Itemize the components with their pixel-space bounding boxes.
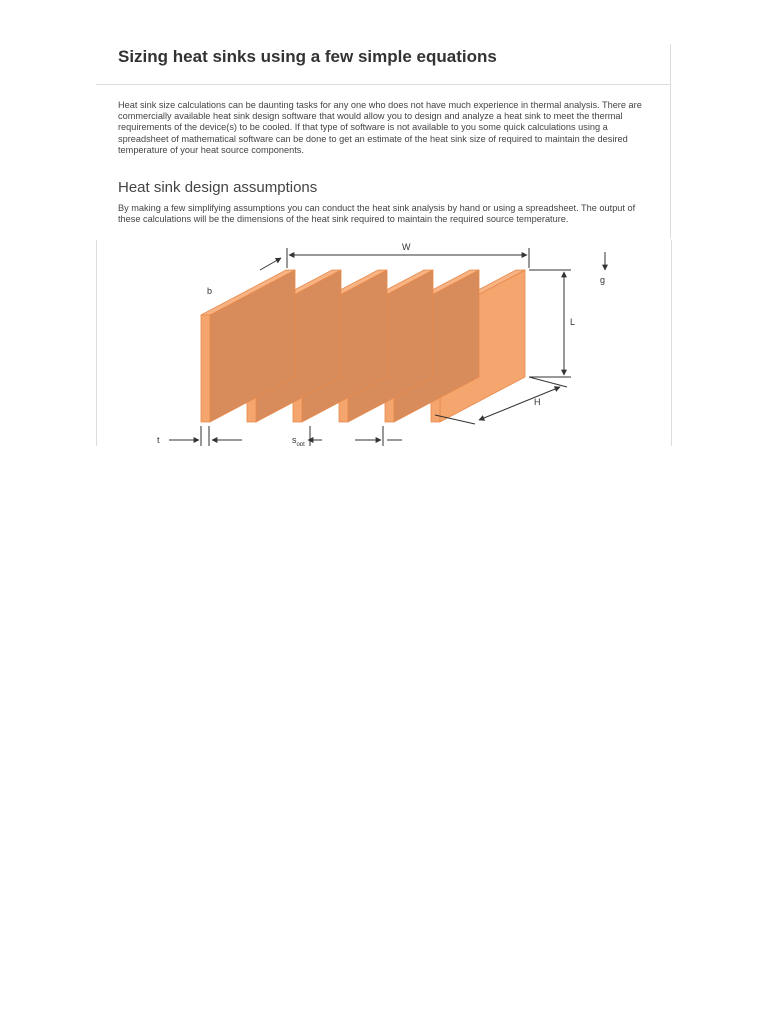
intro-paragraph: Heat sink size calculations can be daunting tasks for any one who does not have much experience in thermal analysis. There are commercially available heat sink design software that would allow you to design and analyze a heat sink to meet the thermal requirements of the device(s) to be cooled. If that type of software is not available to you some quick calculations using a spreadsheet of mathematical software can be done to get an estimate of the heat sink size of required to maintain the desired temperature of your heat source components. [118, 100, 642, 155]
label-h: H [534, 397, 541, 407]
fin-front-edge [201, 315, 210, 422]
length-dimension [529, 270, 575, 377]
title-divider [96, 84, 670, 85]
heat-sink-figure [96, 240, 672, 446]
optimal-spacing-dimension [292, 426, 402, 446]
heat-sink-diagram [97, 240, 671, 446]
label-t: t [157, 435, 160, 445]
section-paragraph: By making a few simplifying assumptions you can conduct the heat sink analysis by hand or using a spreadsheet. The output of these calculations will be the dimensions of the heat sink required to maintain the required source temperature. [118, 203, 636, 225]
label-g: g [600, 275, 606, 285]
label-w: W [402, 242, 411, 252]
heat-sink-fins [201, 270, 525, 422]
gravity-indicator [600, 252, 605, 285]
article [96, 44, 671, 238]
label-s-opt: $s_{opt}$ [292, 435, 305, 446]
section-heading: Heat sink design assumptions [118, 179, 318, 196]
thickness-dimension [157, 426, 242, 446]
width-dimension [287, 242, 529, 268]
article-title: Sizing heat sinks using a few simple equations [118, 47, 497, 66]
label-l: L [570, 317, 576, 327]
label-b: b [207, 286, 213, 296]
